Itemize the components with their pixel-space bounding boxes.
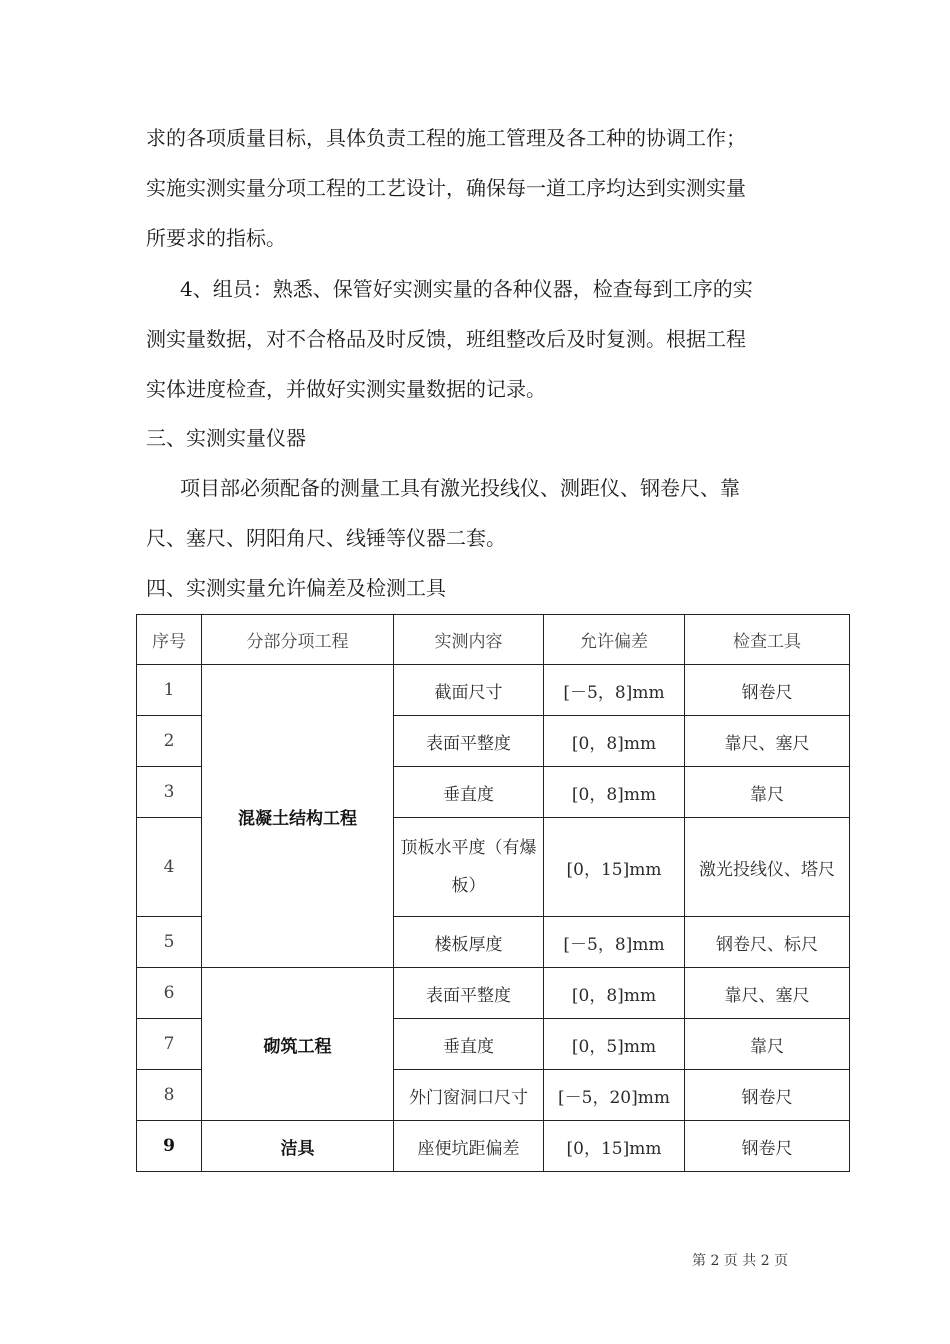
group-sanitary: 洁具 <box>202 1121 394 1172</box>
row-no: 1 <box>137 665 202 716</box>
header-item: 实测内容 <box>394 615 544 665</box>
row-item: 座便坑距偏差 <box>394 1121 544 1172</box>
text-line: 4、组员：熟悉、保管好实测实量的各种仪器，检查每到工序的实 <box>180 277 753 301</box>
header-no: 序号 <box>137 615 202 665</box>
row-tolerance: [0，8]mm <box>544 968 685 1019</box>
row-tolerance: [0，8]mm <box>544 767 685 818</box>
table-row <box>137 665 850 716</box>
row-tool: 靠尺、塞尺 <box>685 716 850 767</box>
row-tool: 钢卷尺 <box>685 665 850 716</box>
row-tolerance: [0，15]mm <box>544 818 685 917</box>
row-tolerance: [0，5]mm <box>544 1019 685 1070</box>
header-tolerance: 允许偏差 <box>544 615 685 665</box>
row-no: 9 <box>137 1121 202 1172</box>
row-tool: 钢卷尺 <box>685 1070 850 1121</box>
table-header-row <box>137 615 850 665</box>
row-no: 8 <box>137 1070 202 1121</box>
row-no: 5 <box>137 917 202 968</box>
page-footer: 第 2 页 共 2 页 <box>692 1253 789 1269</box>
row-tool: 靠尺、塞尺 <box>685 968 850 1019</box>
tolerance-table <box>136 614 850 1172</box>
row-tolerance: [0，15]mm <box>544 1121 685 1172</box>
text-line: 所要求的指标。 <box>146 226 286 250</box>
header-section: 分部分项工程 <box>202 615 394 665</box>
text-line: 求的各项质量目标，具体负责工程的施工管理及各工种的协调工作； <box>146 126 746 150</box>
row-tolerance: [－5，8]mm <box>544 917 685 968</box>
text-line: 尺、塞尺、阴阳角尺、线锤等仪器二套。 <box>146 526 506 550</box>
row-item: 表面平整度 <box>394 716 544 767</box>
row-tool: 靠尺 <box>685 767 850 818</box>
row-tolerance: [－5，8]mm <box>544 665 685 716</box>
text-line: 测实量数据，对不合格品及时反馈，班组整改后及时复测。根据工程 <box>146 327 746 351</box>
group-concrete: 混凝土结构工程 <box>202 665 394 968</box>
row-no: 7 <box>137 1019 202 1070</box>
table-row <box>137 968 850 1019</box>
section-heading-tolerances <box>146 563 811 613</box>
row-item: 表面平整度 <box>394 968 544 1019</box>
header-tool: 检查工具 <box>685 615 850 665</box>
text-line: 项目部必须配备的测量工具有激光投线仪、测距仪、钢卷尺、靠 <box>180 476 740 500</box>
row-tool: 钢卷尺、标尺 <box>685 917 850 968</box>
row-no: 6 <box>137 968 202 1019</box>
row-item: 顶板水平度（有爆板） <box>394 818 544 917</box>
heading-text: 四、实测实量允许偏差及检测工具 <box>146 576 446 600</box>
row-item: 楼板厚度 <box>394 917 544 968</box>
row-tolerance: [－5，20]mm <box>544 1070 685 1121</box>
paragraph-member-duties <box>146 264 811 414</box>
group-masonry: 砌筑工程 <box>202 968 394 1121</box>
paragraph-responsibilities <box>146 113 811 263</box>
row-no: 2 <box>137 716 202 767</box>
row-tolerance: [0，8]mm <box>544 716 685 767</box>
row-tool: 激光投线仪、塔尺 <box>685 818 850 917</box>
row-tool: 靠尺 <box>685 1019 850 1070</box>
row-item: 外门窗洞口尺寸 <box>394 1070 544 1121</box>
row-item: 垂直度 <box>394 1019 544 1070</box>
row-no: 4 <box>137 818 202 917</box>
text-line: 实施实测实量分项工程的工艺设计，确保每一道工序均达到实测实量 <box>146 176 746 200</box>
text-line: 实体进度检查，并做好实测实量数据的记录。 <box>146 377 546 401</box>
paragraph-instruments <box>146 463 811 563</box>
section-heading-instruments <box>146 413 811 463</box>
table-row <box>137 1121 850 1172</box>
row-item: 截面尺寸 <box>394 665 544 716</box>
row-tool: 钢卷尺 <box>685 1121 850 1172</box>
heading-text: 三、实测实量仪器 <box>146 426 306 450</box>
row-item: 垂直度 <box>394 767 544 818</box>
row-no: 3 <box>137 767 202 818</box>
